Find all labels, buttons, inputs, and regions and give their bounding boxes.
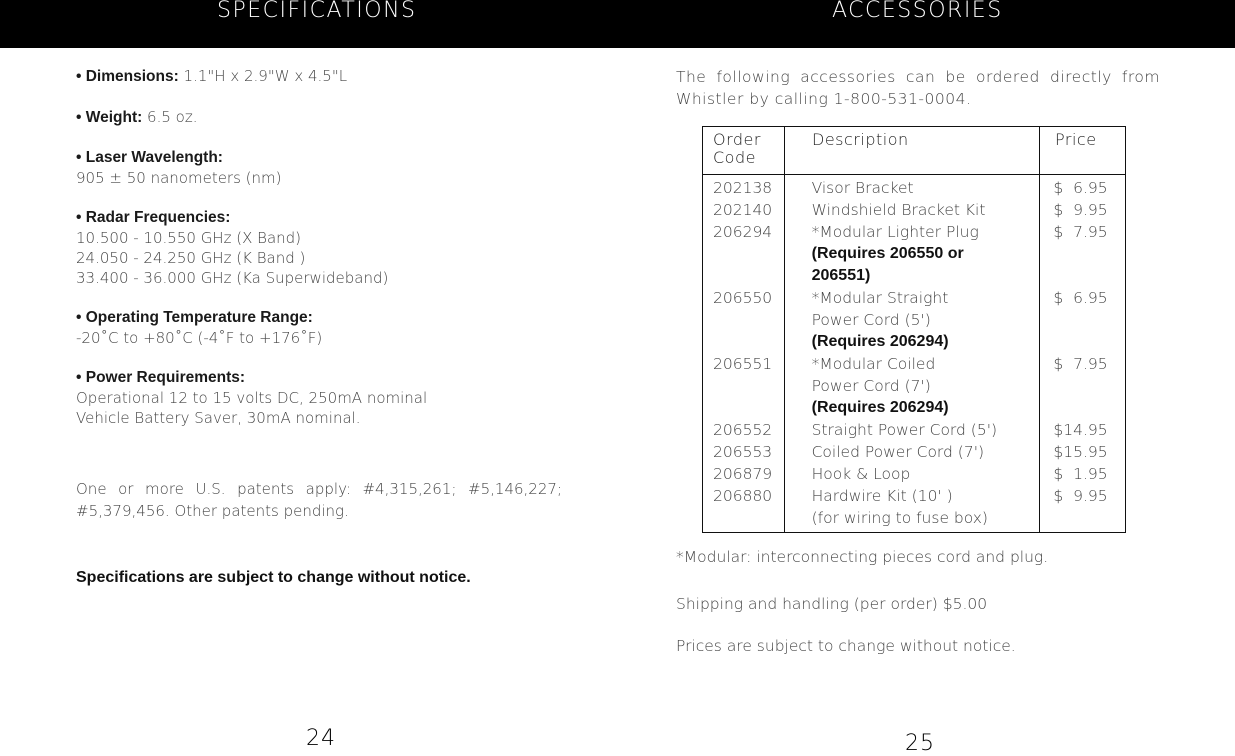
requirement-line: 206551) (811, 267, 871, 284)
weight-value: 6.5 oz. (142, 108, 198, 126)
description-cell (784, 463, 1038, 485)
temperature-label: • Operating Temperature Range: (76, 309, 313, 326)
order-code-cell: 206551 (713, 355, 773, 373)
dimensions-label: • Dimensions: (76, 68, 179, 85)
description-line: (for wiring to fuse box) (811, 509, 988, 527)
spec-laser (76, 148, 556, 188)
description-line: Coiled Power Cord (7') (811, 443, 985, 461)
price-cell: $ 7.95 (1053, 223, 1108, 241)
description-cell (784, 441, 1038, 463)
order-code-cell: 206879 (713, 465, 773, 483)
accessories-intro-block (676, 66, 1160, 110)
table-row (703, 485, 1125, 529)
header-divider (703, 174, 1125, 175)
table-row (703, 199, 1125, 221)
accessories-intro: The following accessories can be ordered directly from Whistler by calling 1-800-531-0004. (676, 68, 1160, 108)
order-code-cell: 206552 (713, 421, 773, 439)
price-cell: $ 7.95 (1053, 355, 1108, 373)
description-cell (784, 353, 1038, 419)
description-line: Hook & Loop (811, 465, 911, 483)
power-label: • Power Requirements: (76, 369, 246, 386)
description-line: *Modular Straight (811, 289, 949, 307)
accessories-table (702, 126, 1126, 533)
radar-k-band: 24.050 - 24.250 GHz (K Band ) (76, 249, 306, 267)
page-number-left: 24 (306, 726, 336, 751)
requirement-line: (Requires 206550 or (811, 245, 964, 262)
modular-note: *Modular: interconnecting pieces cord and plug. (676, 548, 1049, 566)
header-order-code: Order Code (713, 130, 761, 167)
order-code-cell: 206553 (713, 443, 773, 461)
price-cell: $ 9.95 (1053, 201, 1108, 219)
shipping-note: Shipping and handling (per order) $5.00 (676, 595, 988, 613)
order-code-cell: 206550 (713, 289, 773, 307)
radar-x-band: 10.500 - 10.550 GHz (X Band) (76, 229, 302, 247)
description-line: Straight Power Cord (5') (811, 421, 998, 439)
description-cell (784, 287, 1038, 353)
accessories-title: ACCESSORIES (832, 0, 1003, 23)
requirement-line: (Requires 206294) (811, 399, 949, 416)
table-row (703, 463, 1125, 485)
description-line: *Modular Lighter Plug (811, 223, 979, 241)
spec-radar (76, 208, 556, 288)
spec-weight (76, 107, 556, 128)
description-cell (784, 485, 1038, 529)
header-banner (0, 0, 1235, 48)
description-line: Power Cord (7') (811, 377, 931, 395)
temperature-value: -20˚C to +80˚C (-4˚F to +176˚F) (76, 329, 323, 347)
specifications-section (76, 66, 562, 588)
price-cell: $ 6.95 (1053, 289, 1108, 307)
power-battery-saver: Vehicle Battery Saver, 30mA nominal. (76, 409, 361, 427)
description-line: Hardwire Kit (10' ) (811, 487, 953, 505)
price-cell: $15.95 (1053, 443, 1108, 461)
specifications-title: SPECIFICATIONS (217, 0, 417, 23)
dimensions-value: 1.1"H x 2.9"W x 4.5"L (178, 67, 348, 85)
laser-label: • Laser Wavelength: (76, 149, 223, 166)
description-line: *Modular Coiled (811, 355, 936, 373)
spec-temperature (76, 308, 556, 348)
price-cell: $ 6.95 (1053, 179, 1108, 197)
radar-ka-band: 33.400 - 36.000 GHz (Ka Superwideband) (76, 269, 389, 287)
laser-value: 905 ± 50 nanometers (nm) (76, 169, 282, 187)
spec-dimensions (76, 66, 556, 87)
table-row (703, 419, 1125, 441)
header-description: Description (812, 130, 909, 149)
radar-label: • Radar Frequencies: (76, 209, 231, 226)
weight-label: • Weight: (76, 109, 143, 126)
specifications-notice: Specifications are subject to change without notice. (76, 569, 471, 586)
table-row (703, 353, 1125, 419)
requirement-line: (Requires 206294) (811, 333, 949, 350)
description-line: Windshield Bracket Kit (811, 201, 986, 219)
table-row (703, 287, 1125, 353)
price-cell: $ 1.95 (1053, 465, 1108, 483)
description-cell (784, 419, 1038, 441)
patents-text: One or more U.S. patents apply: #4,315,261; #5,146,227; #5,379,456. Other patents pending. (76, 480, 562, 520)
order-code-cell: 202138 (713, 179, 773, 197)
description-line: Power Cord (5') (811, 311, 931, 329)
order-code-cell: 202140 (713, 201, 773, 219)
description-cell (784, 199, 1038, 221)
prices-note: Prices are subject to change without notice. (676, 637, 1016, 655)
description-line: Visor Bracket (811, 179, 914, 197)
price-cell: $14.95 (1053, 421, 1108, 439)
order-code-cell: 206880 (713, 487, 773, 505)
page-number-right: 25 (905, 731, 935, 756)
price-cell: $ 9.95 (1053, 487, 1108, 505)
power-operational: Operational 12 to 15 volts DC, 250mA nominal (76, 389, 428, 407)
header-price: Price (1055, 130, 1097, 149)
table-row (703, 441, 1125, 463)
description-cell (784, 177, 1038, 199)
order-code-cell: 206294 (713, 223, 773, 241)
table-row (703, 177, 1125, 199)
spec-power (76, 368, 556, 428)
table-body (703, 177, 1125, 529)
description-cell (784, 221, 1038, 287)
table-row (703, 221, 1125, 287)
